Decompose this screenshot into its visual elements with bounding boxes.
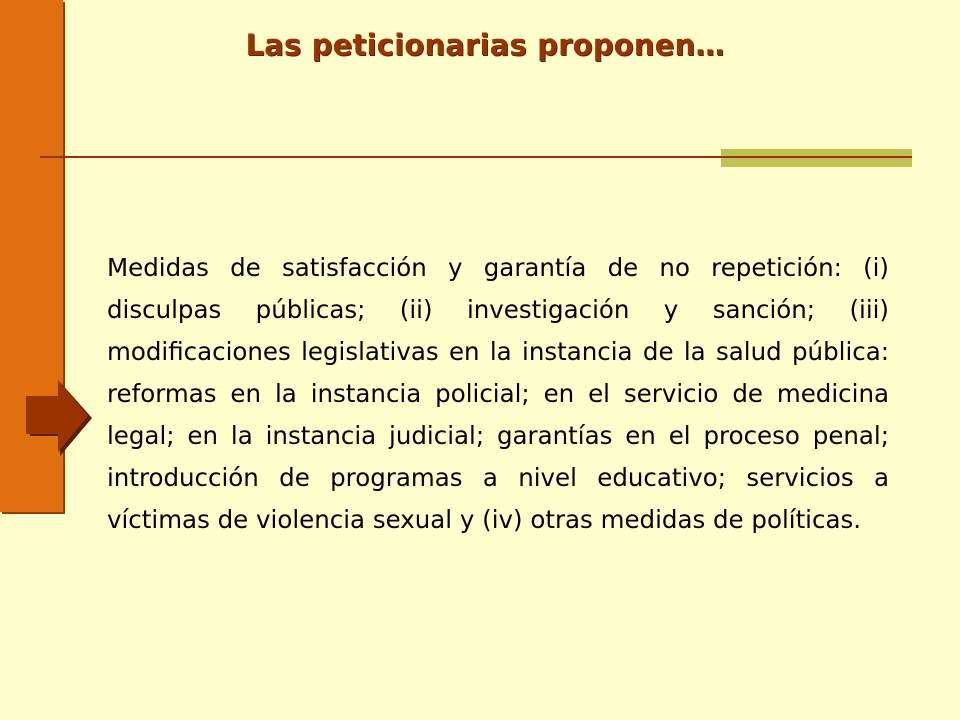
body-paragraph: Medidas de satisfacción y garantía de no repetición: (i) disculpas públicas; (ii) investigación y sanción; (iii) modificaciones legislativas en la instancia de la salud pública: reformas en la instancia policial; en el servicio de medicina legal; en la instancia judicial; garantías en el proceso penal; introducción de programas a nivel educativo; servicios a víctimas de violencia sexual y (iv) otras medidas de políticas. [107,253,889,534]
title-rule-accent [721,149,912,167]
arrow-right-icon [24,378,94,458]
title-rule-overlay [721,156,912,158]
slide-title: Las peticionarias proponen… [245,28,725,62]
